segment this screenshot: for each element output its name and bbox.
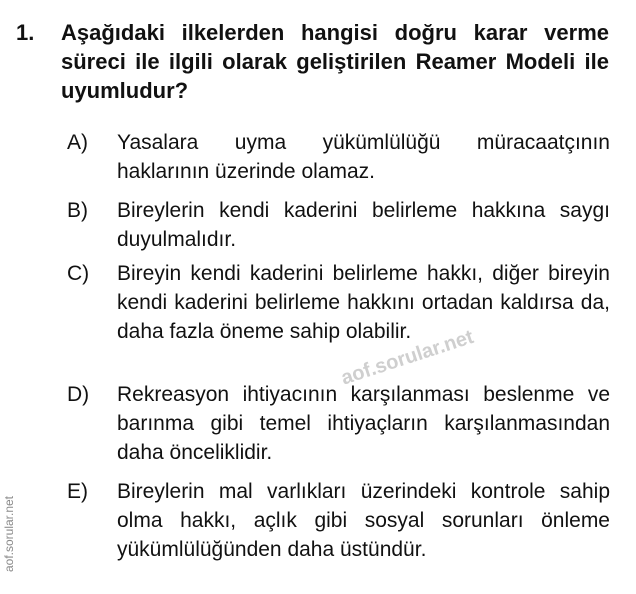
question-number: 1. <box>16 20 35 45</box>
option-text: Bireylerin mal varlıkları üzerindeki kontrole sahip olma hakkı, açlık gibi sosyal sorunları önleme yükümlülüğünden daha üstündür. <box>117 480 610 561</box>
option-text: Yasalara uyma yükümlülüğü müracaatçının haklarının üzerinde olamaz. <box>117 131 610 183</box>
watermark-center: aof.sorular.net <box>338 325 477 390</box>
option-letter: A) <box>67 131 88 154</box>
option-text: Bireylerin kendi kaderini belirleme hakkına saygı duyulmalıdır. <box>117 199 610 251</box>
watermark-side: aof.sorular.net <box>2 495 16 573</box>
option-letter: B) <box>67 199 88 222</box>
option-text: Bireyin kendi kaderini belirleme hakkı, diğer bireyin kendi kaderini belirleme hakkını ortadan kaldırsa da, daha fazla öneme sahip olabilir. <box>117 262 610 343</box>
option-text: Rekreasyon ihtiyacının karşılanması beslenme ve barınma gibi temel ihtiyaçların karşılanmasından daha önceliklidir. <box>117 383 610 464</box>
option-letter: E) <box>67 480 88 503</box>
option-letter: D) <box>67 383 90 406</box>
question-text: Aşağıdaki ilkelerden hangisi doğru karar verme süreci ile ilgili olarak geliştirilen Reamer Modeli ile uyumludur? <box>61 20 609 103</box>
option-letter: C) <box>67 262 90 285</box>
